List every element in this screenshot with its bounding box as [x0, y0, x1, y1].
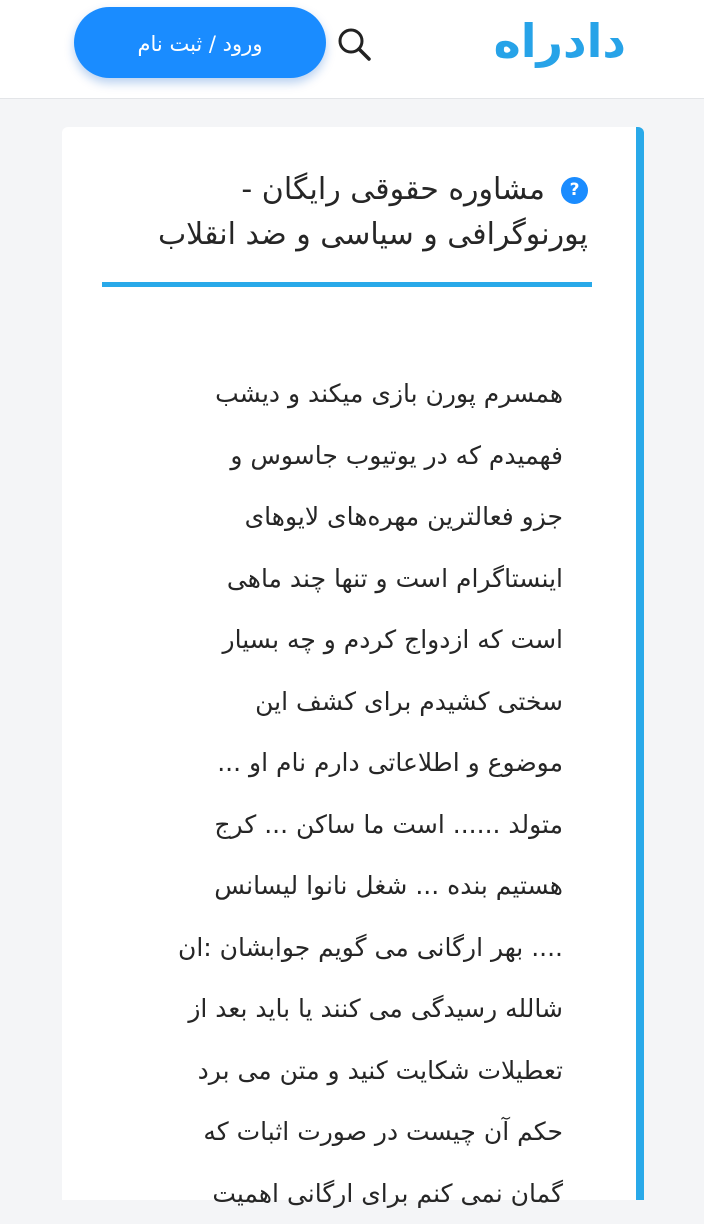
- question-icon: ?: [561, 177, 588, 204]
- question-body: [83, 363, 563, 1224]
- site-logo[interactable]: دادراه: [494, 12, 626, 70]
- search-icon[interactable]: [334, 24, 374, 64]
- question-title-line-2: پورنوگرافی و سیاسی و ضد انقلاب: [158, 217, 588, 252]
- body-line: همسرم پورن بازی میکند و دیشب: [83, 363, 563, 425]
- site-header: [0, 0, 704, 99]
- body-line: هستیم بنده ... شغل نانوا لیسانس: [83, 855, 563, 917]
- body-line: سختی کشیدم برای کشف این: [83, 671, 563, 733]
- body-line: شالله رسیدگی می کنند یا باید بعد از: [83, 978, 563, 1040]
- login-register-button[interactable]: ورود / ثبت نام: [74, 7, 326, 78]
- body-line: موضوع و اطلاعاتی دارم نام او ...: [83, 732, 563, 794]
- body-line: تعطیلات شکایت کنید و متن می برد: [83, 1040, 563, 1102]
- body-line: اینستاگرام است و تنها چند ماهی: [83, 548, 563, 610]
- body-line: گمان نمی کنم برای ارگانی اهمیت: [83, 1163, 563, 1224]
- body-line: حکم آن چیست در صورت اثبات که: [83, 1101, 563, 1163]
- question-card: [62, 127, 644, 1200]
- question-title: [108, 167, 588, 257]
- body-line: است که ازدواج کردم و چه بسیار: [83, 609, 563, 671]
- body-line: فهمیدم که در یوتیوب جاسوس و: [83, 425, 563, 487]
- body-line: متولد ...... است ما ساکن ... کرج: [83, 794, 563, 856]
- body-line: .... بهر ارگانی می گویم جوابشان :ان: [83, 917, 563, 979]
- question-title-line-1: مشاوره حقوقی رایگان -: [241, 172, 545, 207]
- title-divider: [102, 282, 592, 287]
- body-line: جزو فعالترین مهره‌های لایوهای: [83, 486, 563, 548]
